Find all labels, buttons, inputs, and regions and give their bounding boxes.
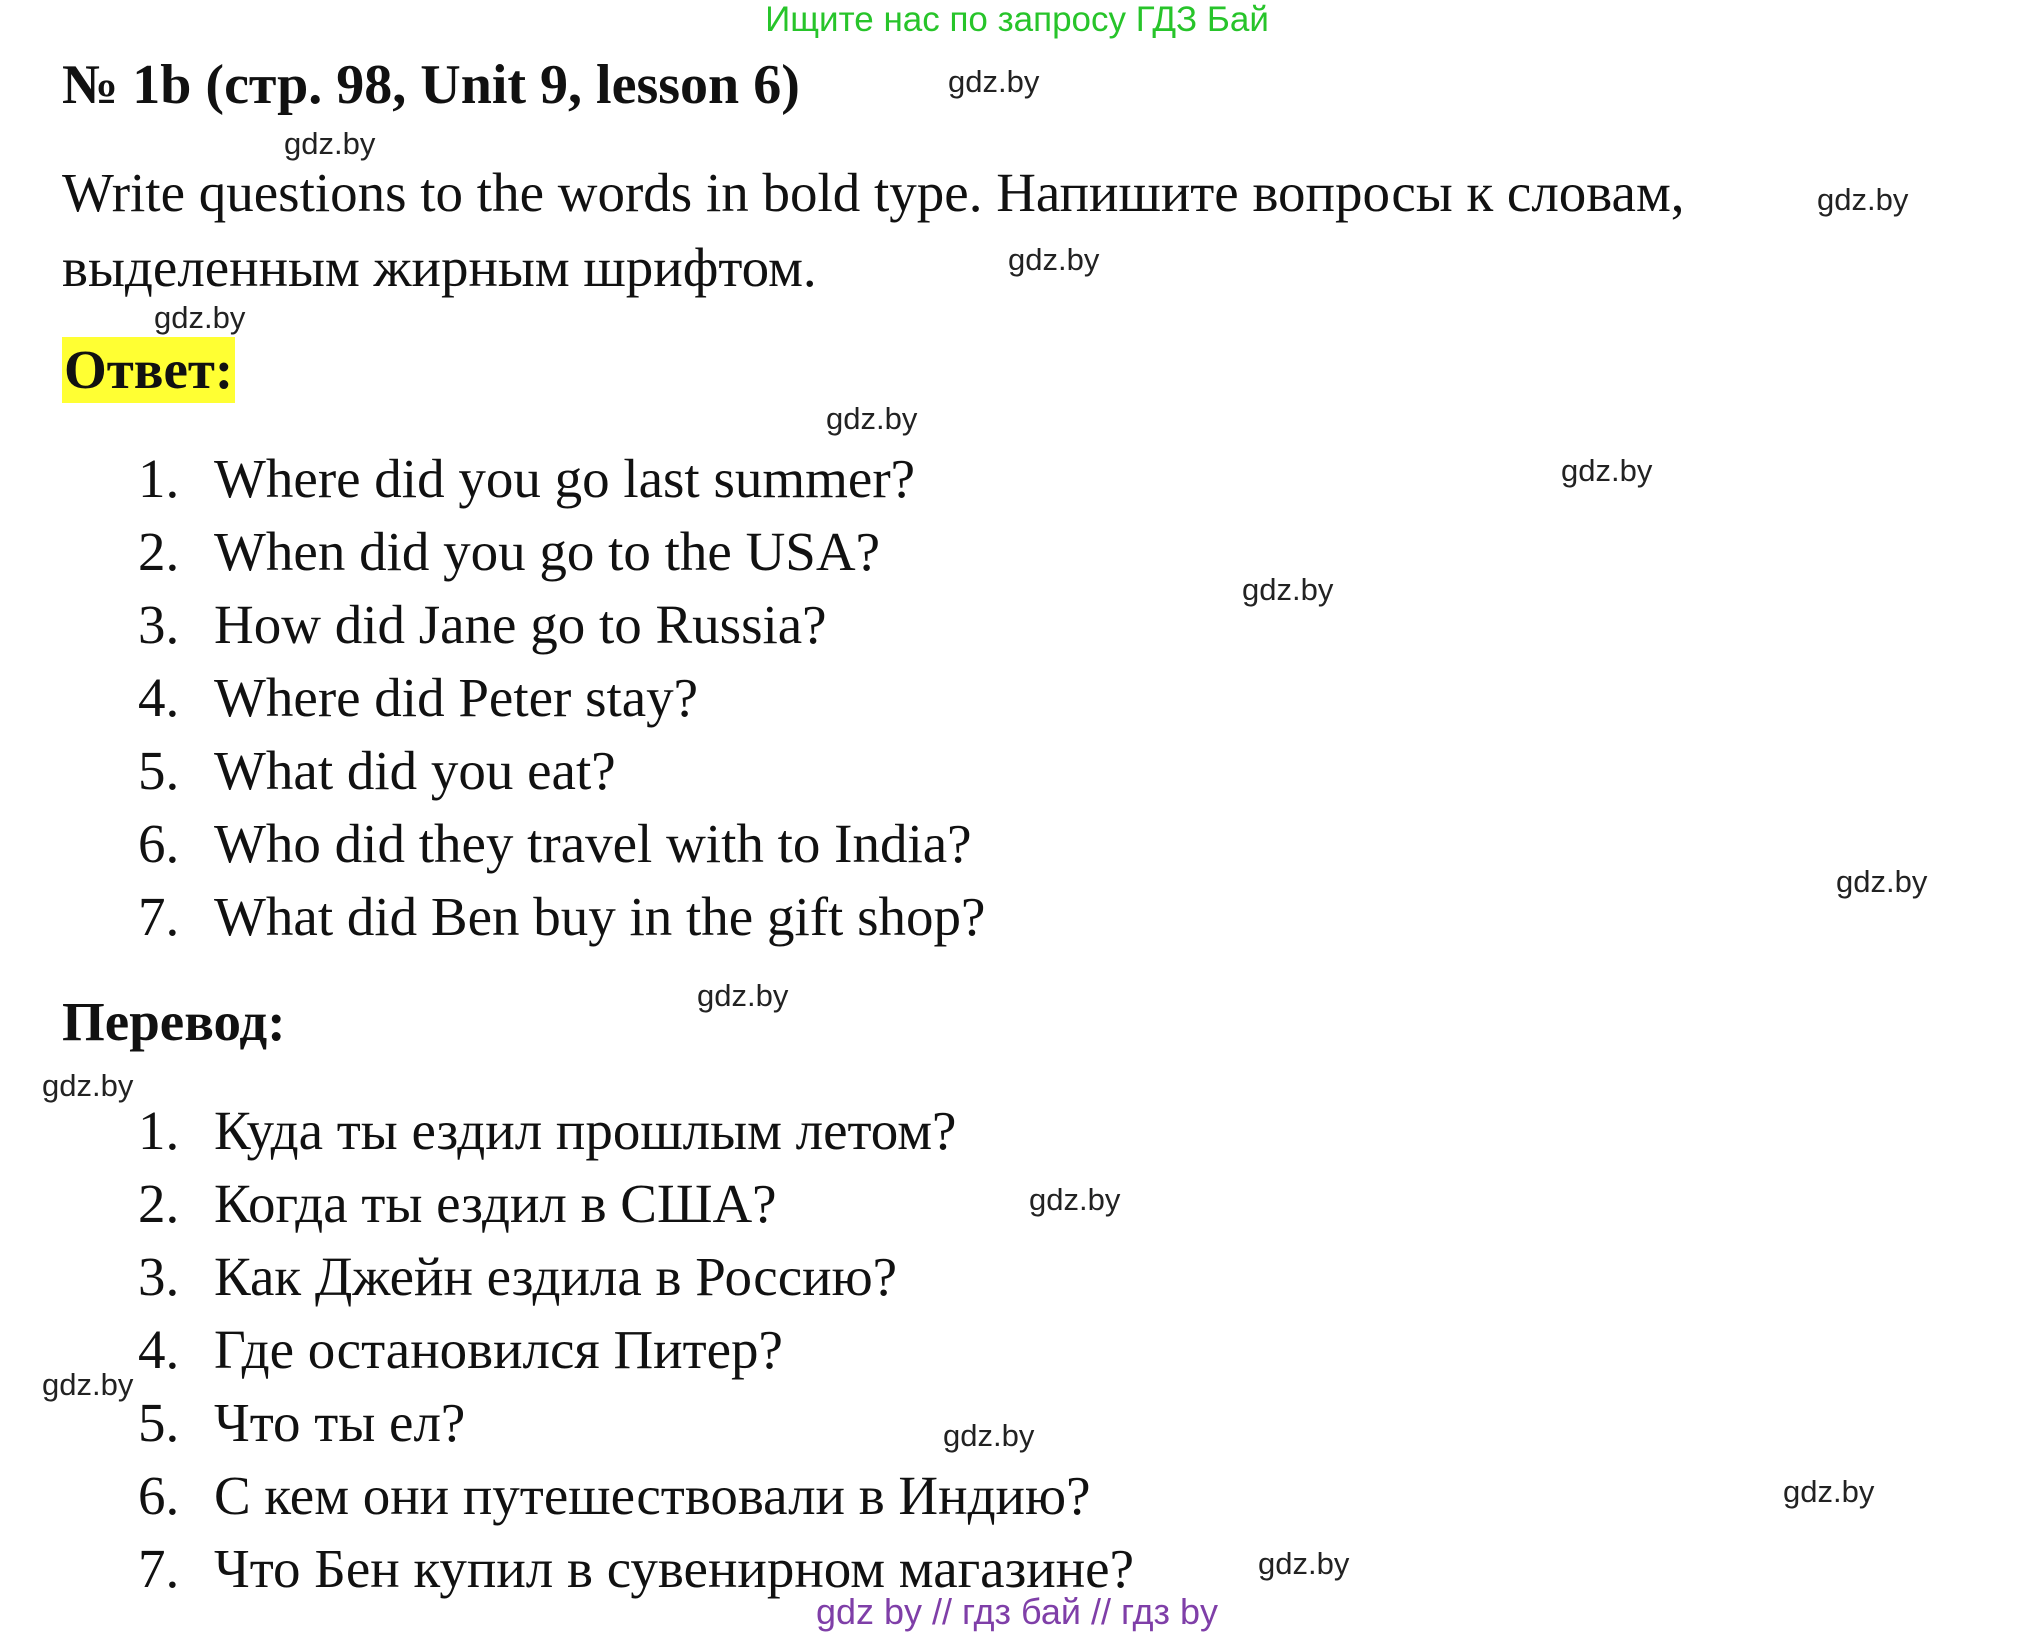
answer-item xyxy=(138,589,827,661)
watermark: gdz.by xyxy=(826,401,918,436)
answer-number: 3. xyxy=(138,594,180,655)
translation-item xyxy=(138,1168,777,1240)
translation-number: 1. xyxy=(138,1100,180,1161)
watermark: gdz.by xyxy=(1242,572,1334,607)
watermark: gdz.by xyxy=(1783,1474,1875,1509)
watermark: gdz.by xyxy=(943,1418,1035,1453)
site-search-hint[interactable]: Ищите нас по запросу ГДЗ Бай xyxy=(765,0,1269,39)
translation-number: 2. xyxy=(138,1173,180,1234)
answer-text: Where did Peter stay? xyxy=(214,667,699,728)
answer-number: 5. xyxy=(138,740,180,801)
answer-text: How did Jane go to Russia? xyxy=(214,594,827,655)
translation-item xyxy=(138,1460,1090,1532)
translation-number: 4. xyxy=(138,1319,180,1380)
watermark: gdz.by xyxy=(1561,453,1653,488)
watermark: gdz.by xyxy=(42,1068,134,1103)
answer-number: 2. xyxy=(138,521,180,582)
answer-number: 6. xyxy=(138,813,180,874)
answer-text: Who did they travel with to India? xyxy=(214,813,972,874)
answer-text: Where did you go last summer? xyxy=(214,448,916,509)
answer-number: 7. xyxy=(138,886,180,947)
answer-number: 1. xyxy=(138,448,180,509)
watermark: gdz.by xyxy=(948,64,1040,99)
translation-number: 6. xyxy=(138,1465,180,1526)
watermark: gdz.by xyxy=(154,300,246,335)
answer-text: What did you eat? xyxy=(214,740,616,801)
watermark: gdz.by xyxy=(697,978,789,1013)
translation-item xyxy=(138,1387,465,1459)
translation-item xyxy=(138,1314,783,1386)
exercise-title: № 1b (стр. 98, Unit 9, lesson 6) xyxy=(62,54,800,116)
answer-heading: Ответ: xyxy=(62,337,235,403)
instruction-line-1: Write questions to the words in bold type. Напишите вопросы к словам, xyxy=(62,162,1685,223)
watermark: gdz.by xyxy=(284,126,376,161)
translation-text: Где остановился Питер? xyxy=(214,1319,783,1380)
answer-text: When did you go to the USA? xyxy=(214,521,881,582)
answer-item xyxy=(138,808,972,880)
instruction-line-2: выделенным жирным шрифтом. xyxy=(62,237,817,298)
answer-item xyxy=(138,516,880,588)
watermark: gdz.by xyxy=(1258,1546,1350,1581)
translation-text: Как Джейн ездила в Россию? xyxy=(214,1246,898,1307)
translation-text: Что ты ел? xyxy=(214,1392,466,1453)
answer-item xyxy=(138,735,616,807)
watermark: gdz.by xyxy=(1008,242,1100,277)
translation-number: 7. xyxy=(138,1538,180,1599)
answer-item xyxy=(138,443,915,515)
answer-item xyxy=(138,662,698,734)
answer-number: 4. xyxy=(138,667,180,728)
translation-text: Куда ты ездил прошлым летом? xyxy=(214,1100,957,1161)
answer-item xyxy=(138,881,985,953)
footer-links[interactable]: gdz by // гдз бай // гдз by xyxy=(815,1591,1219,1632)
translation-text: Когда ты ездил в США? xyxy=(214,1173,777,1234)
answer-text: What did Ben buy in the gift shop? xyxy=(214,886,986,947)
watermark: gdz.by xyxy=(42,1367,134,1402)
translation-text: С кем они путешествовали в Индию? xyxy=(214,1465,1091,1526)
watermark: gdz.by xyxy=(1836,864,1928,899)
translation-item xyxy=(138,1241,897,1313)
translation-item xyxy=(138,1095,956,1167)
watermark: gdz.by xyxy=(1029,1182,1121,1217)
watermark: gdz.by xyxy=(1817,182,1909,217)
translation-number: 3. xyxy=(138,1246,180,1307)
translation-text: Что Бен купил в сувенирном магазине? xyxy=(214,1538,1134,1599)
translation-number: 5. xyxy=(138,1392,180,1453)
translation-heading: Перевод: xyxy=(62,991,286,1052)
